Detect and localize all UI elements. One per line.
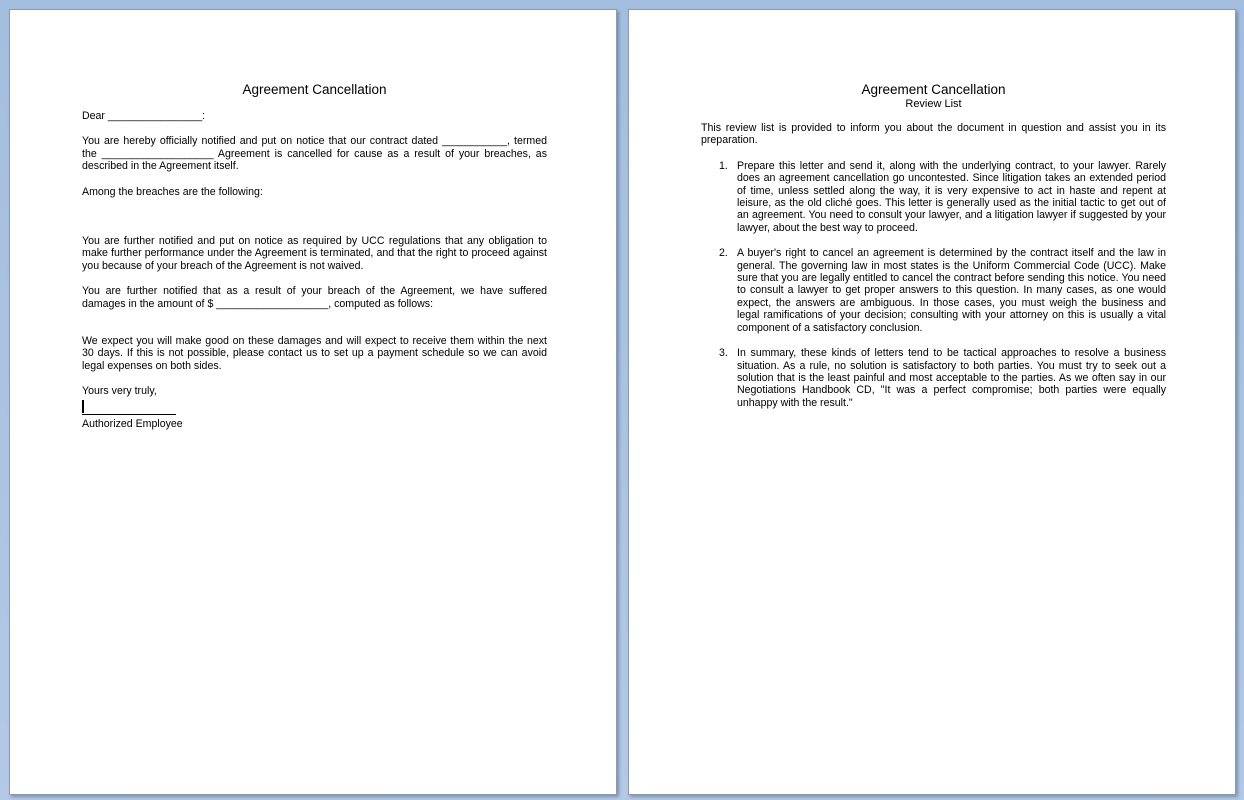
- document-page-1[interactable]: [9, 9, 617, 795]
- review-list: [701, 160, 1166, 409]
- paragraph-breaches: Among the breaches are the following:: [82, 185, 263, 198]
- paragraph-payment: We expect you will make good on these damages and will expect to receive them within the next 30 days. If this is not possible, please contact us to set up a payment schedule so we can avoid legal expenses on both sides.: [82, 335, 547, 372]
- paragraph-ucc-notice: You are further notified and put on notice as required by UCC regulations that any obligation to make further performance under the Agreement is terminated, and that the right to proceed against you because of your breach of the Agreement is not waived.: [82, 235, 547, 272]
- document-page-2[interactable]: [628, 9, 1236, 795]
- list-item-text: In summary, these kinds of letters tend to be tactical approaches to resolve a business situation. As a rule, no solution is satisfactory to both parties. You must try to seek out a solution that is the least painful and most acceptable to the parties. As we often say in our Negotiations Handbook CD, "It was a perfect compromise; both parties were equally unhappy with the result.": [737, 347, 1166, 409]
- paragraph-notice: You are hereby officially notified and put on notice that our contract dated ___________, termed the ___________________ Agreement is cancelled for cause as a result of your breaches, as described in the Agreement itself.: [82, 135, 547, 173]
- signer-title: Authorized Employee: [82, 418, 183, 431]
- page-subtitle: Review List: [905, 98, 962, 110]
- list-item: [719, 159, 1166, 234]
- page-title: Agreement Cancellation: [242, 82, 387, 97]
- list-item-number: 1.: [719, 159, 728, 172]
- list-item: [719, 347, 1166, 409]
- list-item-number: 2.: [719, 247, 728, 260]
- salutation: Dear ________________:: [82, 110, 206, 122]
- closing: Yours very truly,: [82, 385, 157, 398]
- signature-line: [82, 402, 176, 415]
- page-title: Agreement Cancellation: [861, 82, 1006, 97]
- list-item: [719, 247, 1166, 334]
- review-list-body[interactable]: [701, 82, 1166, 422]
- list-item-number: 3.: [719, 347, 728, 360]
- list-item-text: Prepare this letter and send it, along with the underlying contract, to your lawyer. Rarely does an agreement cancellation go uncontested. Since litigation takes an extended period of time, unless settled along the way, it is very expensive to act in haste and repent at leisure, as the old cliché goes. This letter is generally used as the initial tactic to get out of an agreement. You need to consult your lawyer, and a litigation lawyer if suggested by your lawyer, about the best way to proceed.: [737, 159, 1166, 234]
- review-intro: This review list is provided to inform you about the document in question and assist you in its preparation.: [701, 122, 1166, 147]
- letter-body[interactable]: [82, 82, 547, 431]
- paragraph-damages: You are further notified that as a result of your breach of the Agreement, we have suffered damages in the amount of $ ___________________, computed as follows:: [82, 285, 547, 310]
- list-item-text: A buyer's right to cancel an agreement is determined by the contract itself and the law in general. The governing law in most states is the Uniform Commercial Code (UCC). Make sure that you are legally entitled to cancel the contract before sending this notice. You need to consult a lawyer to get proper answers to this question. In many cases, as one would expect, the answers are ambiguous. In those cases, you must weigh the business and legal ramifications of your decision; consulting with your attorney on this is usually a vital component of a satisfactory conclusion.: [737, 247, 1166, 334]
